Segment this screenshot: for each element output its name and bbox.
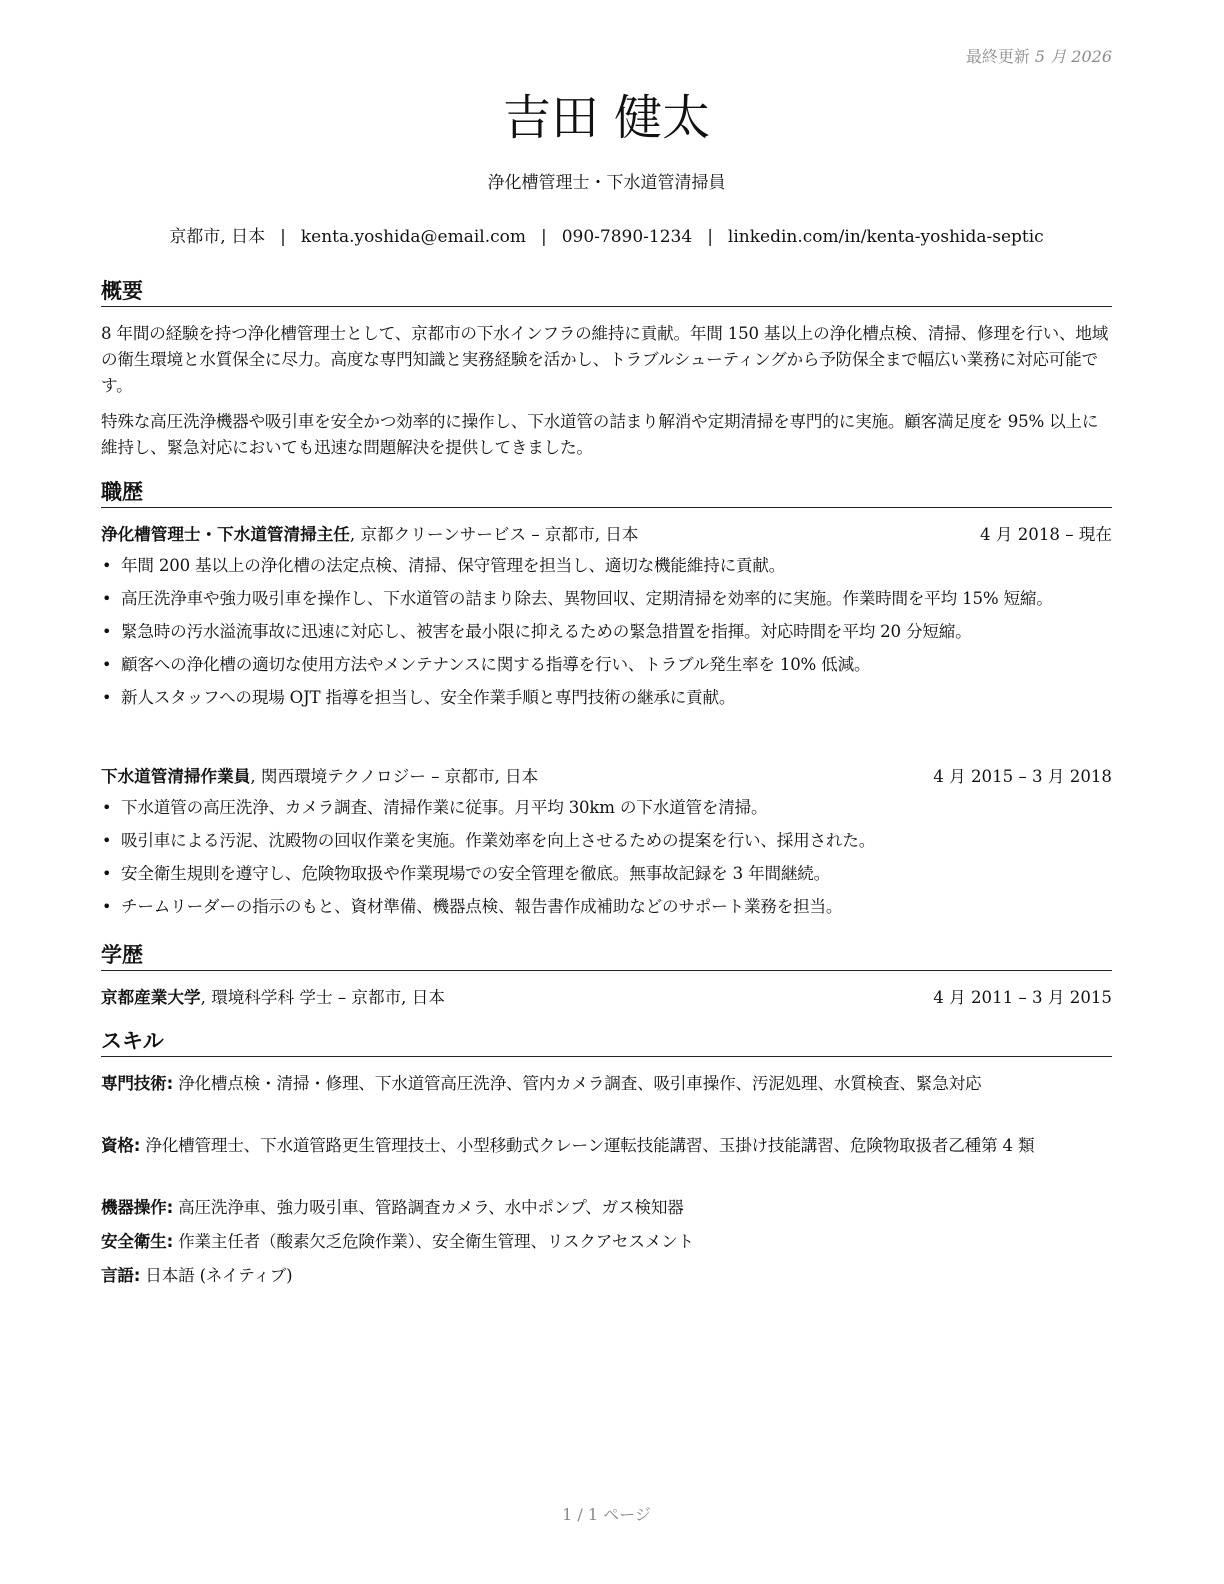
list-item <box>101 553 1112 579</box>
education-school: 京都産業大学 <box>101 988 201 1007</box>
skill-label: 機器操作: <box>101 1198 174 1217</box>
list-item <box>101 586 1112 612</box>
bullet-text: 新人スタッフへの現場 OJT 指導を担当し、安全作業手順と専門技術の継承に貢献。 <box>121 688 736 707</box>
bullet-icon: • <box>102 798 112 817</box>
section-title-education: 学歴 <box>101 941 1112 971</box>
skill-row <box>101 1229 1112 1255</box>
contact-linkedin[interactable]: linkedin.com/in/kenta-yoshida-septic <box>727 227 1044 247</box>
last-updated-label: 最終更新 <box>965 47 1030 66</box>
bullet-text: 安全衛生規則を遵守し、危険物取扱や作業現場での安全管理を徹底。無事故記録を 3 年間継続。 <box>121 864 831 883</box>
bullet-text: 緊急時の汚水溢流事故に迅速に対応し、被害を最小限に抑えるための緊急措置を指揮。対応時間を平均 20 分短縮。 <box>121 622 972 641</box>
job-bullet-list <box>101 795 1112 927</box>
resume-page <box>101 0 1112 1584</box>
bullet-icon: • <box>102 622 112 641</box>
bullet-icon: • <box>102 556 112 575</box>
list-item <box>101 828 1112 854</box>
list-item <box>101 795 1112 821</box>
last-updated <box>966 44 1112 67</box>
list-item <box>101 685 1112 711</box>
skill-value: 高圧洗浄車、強力吸引車、管路調査カメラ、水中ポンプ、ガス検知器 <box>173 1198 684 1217</box>
bullet-icon: • <box>102 688 112 707</box>
list-item <box>101 861 1112 887</box>
bullet-text: チームリーダーの指示のもと、資材準備、機器点検、報告書作成補助などのサポート業務を担当。 <box>121 897 843 916</box>
list-item <box>101 894 1112 920</box>
contact-location: 京都市, 日本 <box>169 227 266 247</box>
bullet-icon: • <box>102 864 112 883</box>
job-position: 浄化槽管理士・下水道管清掃主任 <box>101 525 350 544</box>
job-header <box>101 522 1112 548</box>
job-bullet-list <box>101 553 1112 718</box>
list-item <box>101 652 1112 678</box>
list-item <box>101 619 1112 645</box>
bullet-text: 高圧洗浄車や強力吸引車を操作し、下水道管の詰まり除去、異物回収、定期清掃を効率的に実施。作業時間を平均 15% 短縮。 <box>121 589 1053 608</box>
skill-value: 作業主任者（酸素欠乏危険作業）、安全衛生管理、リスクアセスメント <box>173 1232 694 1251</box>
bullet-text: 下水道管の高圧洗浄、カメラ調査、清掃作業に従事。月平均 30km の下水道管を清掃。 <box>121 798 768 817</box>
summary-paragraph: 8 年間の経験を持つ浄化槽管理士として、京都市の下水インフラの維持に貢献。年間 150 基以上の浄化槽点検、清掃、修理を行い、地域の衛生環境と水質保全に尽力。高度な専門知識と実務経験を活かし、トラブルシューティングから予防保全まで幅広い業務に対応可能です。 <box>101 324 1109 395</box>
candidate-role: 浄化槽管理士・下水道管清掃員 <box>487 173 726 193</box>
bullet-text: 顧客への浄化槽の適切な使用方法やメンテナンスに関する指導を行い、トラブル発生率を 10% 低減。 <box>121 655 871 674</box>
bullet-icon: • <box>102 655 112 674</box>
bullet-text: 吸引車による汚泥、沈殿物の回収作業を実施。作業効率を向上させるための提案を行い、採用された。 <box>121 831 876 850</box>
education-dates: 4 月 2011 – 3 月 2015 <box>933 988 1112 1007</box>
job-dates: 4 月 2015 – 3 月 2018 <box>933 767 1112 786</box>
summary-paragraph: 特殊な高圧洗浄機器や吸引車を安全かつ効率的に操作し、下水道管の詰まり解消や定期清掃を専門的に実施。顧客満足度を 95% 以上に維持し、緊急対応においても迅速な問題解決を提供してきました。 <box>101 412 1099 457</box>
skill-label: 資格: <box>101 1136 141 1155</box>
last-updated-date: 5 月 2026 <box>1034 47 1112 66</box>
contact-line <box>101 225 1112 249</box>
skill-value: 浄化槽管理士、下水道管路更生管理技士、小型移動式クレーン運転技能講習、玉掛け技能講習、危険物取扱者乙種第 4 類 <box>140 1136 1035 1155</box>
section-title-summary: 概要 <box>101 277 1112 307</box>
job-company: , 京都クリーンサービス – 京都市, 日本 <box>349 525 639 544</box>
skill-row <box>101 1071 1112 1097</box>
contact-separator: | <box>707 227 713 247</box>
candidate-name: 吉田 健太 <box>502 90 711 146</box>
skill-row <box>101 1263 1112 1289</box>
job-company: , 関西環境テクノロジー – 京都市, 日本 <box>250 767 539 786</box>
bullet-icon: • <box>102 831 112 850</box>
skill-value: 浄化槽点検・清掃・修理、下水道管高圧洗浄、管内カメラ調査、吸引車操作、汚泥処理、水質検査、緊急対応 <box>173 1074 982 1093</box>
bullet-icon: • <box>102 897 112 916</box>
contact-separator: | <box>540 227 547 247</box>
job-header <box>101 764 1112 790</box>
bullet-icon: • <box>102 589 112 608</box>
education-entry <box>101 985 1112 1011</box>
skill-label: 専門技術: <box>101 1074 174 1093</box>
contact-separator: | <box>280 227 286 247</box>
skill-label: 言語: <box>101 1266 141 1285</box>
education-detail: , 環境科学科 学士 – 京都市, 日本 <box>200 988 445 1007</box>
skill-label: 安全衛生: <box>101 1232 174 1251</box>
job-position: 下水道管清掃作業員 <box>101 767 251 786</box>
skill-value: 日本語 (ネイティブ) <box>140 1266 293 1285</box>
contact-phone[interactable]: 090-7890-1234 <box>561 227 693 247</box>
skill-row <box>101 1133 1112 1159</box>
section-title-skills: スキル <box>101 1027 1112 1057</box>
bullet-text: 年間 200 基以上の浄化槽の法定点検、清掃、保守管理を担当し、適切な機能維持に貢献。 <box>121 556 786 575</box>
section-title-experience: 職歴 <box>101 478 1112 508</box>
skill-row <box>101 1195 1112 1221</box>
page-indicator: 1 / 1 ページ <box>562 1505 651 1524</box>
contact-email[interactable]: kenta.yoshida@email.com <box>300 227 526 247</box>
job-dates: 4 月 2018 – 現在 <box>980 525 1112 544</box>
